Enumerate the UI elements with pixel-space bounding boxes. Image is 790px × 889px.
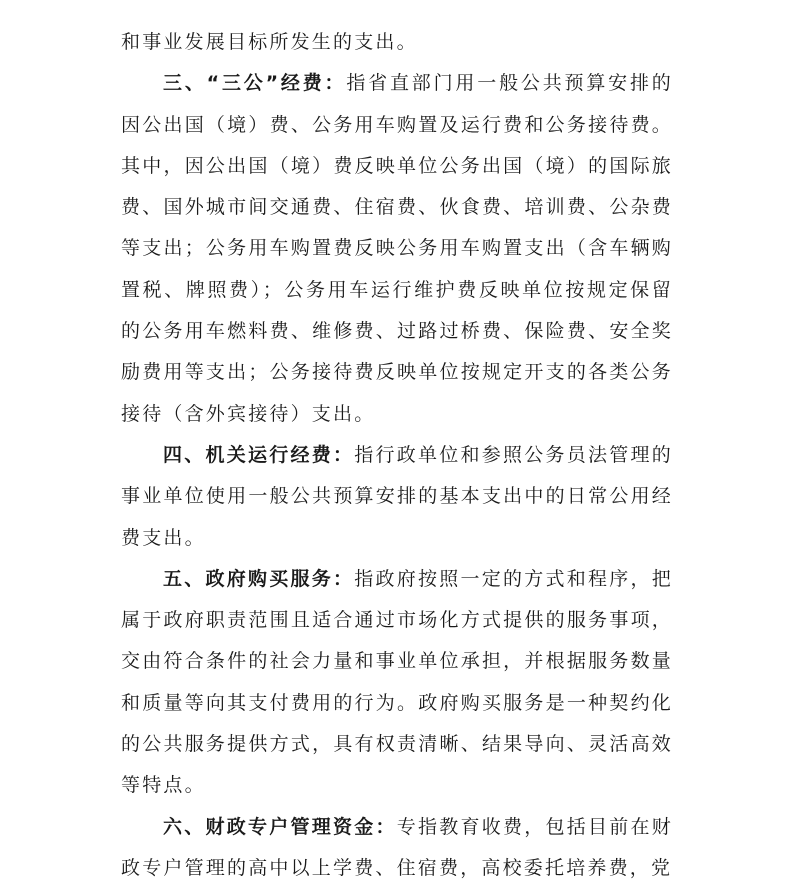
paragraph-government-procurement bbox=[121, 559, 673, 807]
paragraph-text: 专指教育收费，包括目前在财政专户管理的高中以上学费、住宿费，高校委托培养费，党 bbox=[121, 815, 674, 879]
paragraph-special-account-funds bbox=[121, 807, 673, 889]
paragraph-text: 指政府按照一定的方式和程序，把属于政府职责范围且适合通过市场化方式提供的服务事项，交由符合条件的社会力量和事业单位承担，并根据服务数量和质量等向其支付费用的行为。政府购买服务是一种契约化的公共服务提供方式，具有权责清晰、结果导向、灵活高效等特点。 bbox=[121, 567, 673, 797]
paragraph-text: 指行政单位和参照公务员法管理的事业单位使用一般公共预算安排的基本支出中的日常公用经费支出。 bbox=[121, 443, 673, 549]
paragraph-agency-operating-funds bbox=[121, 435, 673, 559]
paragraph-text: 和事业发展目标所发生的支出。 bbox=[121, 31, 418, 53]
section-heading-san-gong: 三、“三公”经费： bbox=[163, 72, 347, 95]
section-heading-government-procurement: 五、政府购买服务： bbox=[163, 567, 355, 590]
paragraph-text: 指省直部门用一般公共预算安排的因公出国（境）费、公务用车购置及运行费和公务接待费。其中，因公出国（境）费反映单位公务出国（境）的国际旅费、国外城市间交通费、住宿费、伙食费、培训费、公杂费等支出；公务用车购置费反映公务用车购置支出（含车辆购置税、牌照费）；公务用车运行维护费反映单位按规定保留的公务用车燃料费、维修费、过路过桥费、保险费、安全奖励费用等支出；公务接待费反映单位按规定开支的各类公务接待（含外宾接待）支出。 bbox=[121, 72, 673, 425]
section-heading-special-account: 六、财政专户管理资金： bbox=[163, 815, 397, 838]
paragraph-san-gong-expenses bbox=[121, 63, 673, 435]
section-heading-agency-operating: 四、机关运行经费： bbox=[163, 443, 355, 466]
document-body bbox=[121, 22, 673, 889]
paragraph-continuation bbox=[121, 22, 673, 63]
